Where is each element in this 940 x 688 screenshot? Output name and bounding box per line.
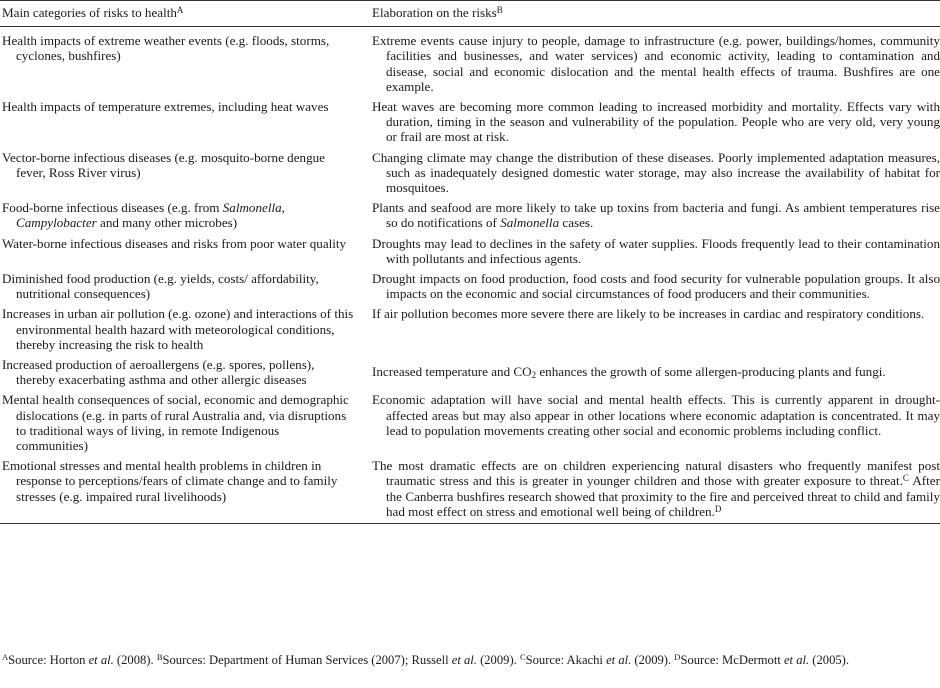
header-categories: Main categories of risks to health$^A$ — [2, 5, 184, 20]
table-footnotes: $^A$Source: Horton et al. (2008). $^B$Sources: Department of Human Services (2007); Russell et al. (2009). $^C$Source: Akachi et al. (2009). $^D$Source: McDermott et al. (2005). — [2, 652, 850, 667]
table-row — [0, 95, 940, 146]
table-row — [0, 388, 940, 454]
table-row — [0, 302, 940, 353]
risk-category: Mental health consequences of social, economic and demographic dislocations (e.g. in parts of rural Australia and, via disruptions to traditional ways of living, in remote Indigenous communities) — [2, 392, 349, 454]
footnote-mark-a: A — [2, 652, 9, 662]
table-row — [0, 232, 940, 267]
footnote-mark-c: C — [519, 652, 526, 662]
risk-elaboration: The most dramatic effects are on children experiencing natural disasters who frequently manifest post traumatic stress and this is greater in younger children and those with greater exposure to threat.$^C$ After the Canberra bushfires research showed that proximity to the fire and perceived threat to child and family had most effect on stress and emotional well being of children.$^D$ — [372, 458, 940, 519]
table-row — [0, 353, 940, 388]
risk-elaboration: Increased temperature and $CO_2$ enhances the growth of some allergen-producing plants and fungi. — [372, 364, 886, 381]
table-row — [0, 27, 940, 95]
risk-category: Food-borne infectious diseases (e.g. from Salmonella, Campylobacter and many other microbes) — [2, 200, 285, 231]
table-row — [0, 146, 940, 197]
footnote-mark-d: D — [674, 652, 681, 662]
risk-elaboration: If air pollution becomes more severe there are likely to be increases in cardiac and respiratory conditions. — [372, 306, 925, 322]
risk-category: Emotional stresses and mental health problems in children in response to perceptions/fears of climate change and to family stresses (e.g. impaired rural livelihoods) — [2, 458, 338, 504]
risk-category: Diminished food production (e.g. yields, costs/ affordability, nutritional consequences) — [2, 271, 319, 302]
risk-category: Water-borne infectious diseases and risks from poor water quality — [2, 235, 347, 251]
risk-category: Vector-borne infectious diseases (e.g. mosquito-borne dengue fever, Ross River virus) — [2, 149, 325, 180]
table-row — [0, 454, 940, 523]
risk-category: Health impacts of temperature extremes, including heat waves — [2, 99, 329, 115]
risk-elaboration: Extreme events cause injury to people, damage to infrastructure (e.g. power, buildings/homes, community facilities and businesses, and water services) and economic activity, leading to contamination and disease, social and economic dislocation and the mental health effects of trauma. Bushfires are one example. — [372, 33, 940, 94]
header-elaboration: Elaboration on the risks$^B$ — [372, 5, 503, 20]
footnote-mark-b: B — [156, 652, 163, 662]
table-row — [0, 267, 940, 302]
risk-elaboration: Economic adaptation will have social and mental health effects. This is currently apparent in drought-affected areas but may also appear in other locations where economic adaptation is concentrated. It may lead to population movements creating other social and economic problems including conflict. — [372, 392, 940, 438]
risk-category: Increases in urban air pollution (e.g. ozone) and interactions of this environmental health hazard with meteorological conditions, thereby increasing the risk to health — [2, 306, 354, 352]
risk-category: Increased production of aeroallergens (e.g. spores, pollens), thereby exacerbating asthma and other allergic diseases — [2, 357, 315, 388]
risk-elaboration: Plants and seafood are more likely to take up toxins from bacteria and fungi. As ambient temperatures rise so do notifications of Salmonella cases. — [372, 200, 940, 231]
risk-elaboration: Heat waves are becoming more common leading to increased morbidity and mortality. Effects vary with duration, timing in the season and vulnerability of the population. People who are very old, very young or frail are most at risk. — [372, 99, 940, 145]
table-header-row — [0, 0, 940, 27]
risk-elaboration: Changing climate may change the distribution of these diseases. Poorly implemented adaptation measures, such as inadequately designed domestic water storage, may also increase the availability of habitat for mosquitoes. — [372, 149, 940, 196]
risk-elaboration: Drought impacts on food production, food costs and food security for vulnerable population groups. It also impacts on the economic and social circumstances of food producers and their communities. — [372, 271, 940, 302]
risk-elaboration: Droughts may lead to declines in the safety of water supplies. Floods frequently lead to their contamination with pollutants and infectious agents. — [372, 235, 940, 266]
table-row — [0, 196, 940, 231]
risk-category: Health impacts of extreme weather events (e.g. floods, storms, cyclones, bushfires) — [2, 33, 330, 64]
